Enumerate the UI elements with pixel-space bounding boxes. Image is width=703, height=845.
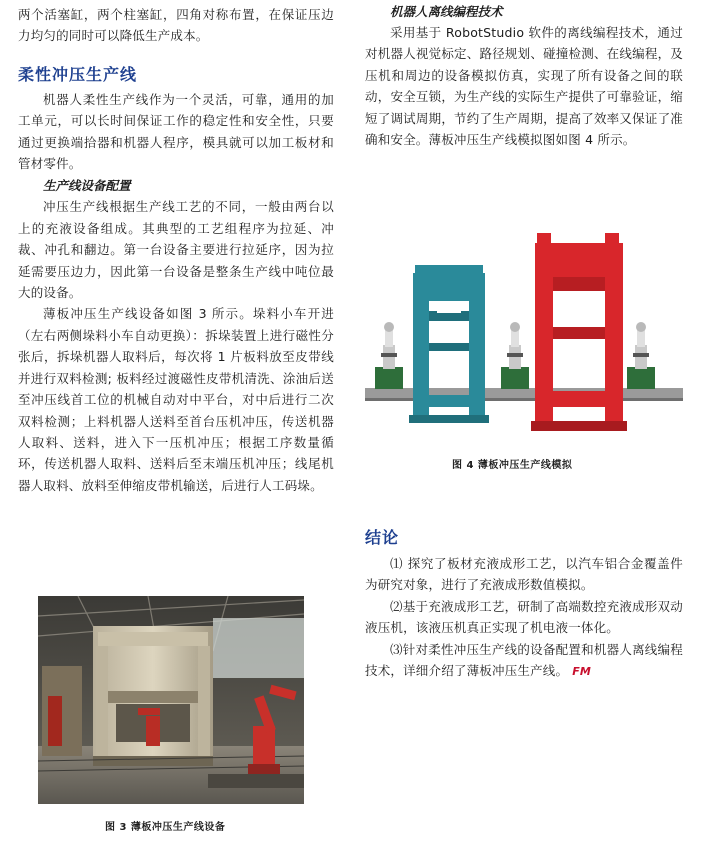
- conclusion-item-3-text: ⑶针对柔性冲压生产线的设备配置和机器人离线编程技术，详细介绍了薄板冲压生产线。: [365, 641, 683, 679]
- robot-1: [375, 322, 403, 389]
- left-column: [18, 0, 334, 496]
- press-line-simulation-illustration: [365, 225, 683, 443]
- conclusion-item-2: ⑵基于充液成形工艺，研制了高端数控充液成形双动液压机，该液压机真正实现了机电液一体化。: [365, 598, 683, 636]
- robot-3: [627, 322, 655, 389]
- equipment-paragraph-1: 冲压生产线根据生产线工艺的不同，一般由两台以上的充液设备组成。其典型的工艺组程序为拉延、冲裁、冲孔和翻边。第一台设备主要进行拉延序，因为拉延需要压边力，因此第一台设备是整条生产线中吨位最大的设备。: [18, 199, 334, 301]
- figure-4-caption: 图 4 薄板冲压生产线模拟: [452, 460, 573, 471]
- figure-3-photo: [38, 596, 304, 804]
- equipment-paragraph-2: 薄板冲压生产线设备如图 3 所示。垛料小车开进（左右两侧垛料小车自动更换）：拆垛装置上进行磁性分张后，拆垛机器人取料后，每次将 1 片板料放至皮带线并进行双料检测; 板料经过渡磁性皮带机清洗、涂油后送至冲压线首工位的机械自动对中平台，对中后进行二次双料检测；上料机器人送料至首台压机冲压，传送机器人取料、送料，进入下一压机冲压；根据工序数量循环，传送机器人取料、送料后至末端压机冲压；线尾机器人取料、放料至伸缩皮带机输送，后进行人工码垛。: [18, 306, 334, 493]
- conclusion-item-3: [365, 639, 683, 683]
- section1-paragraph: 机器人柔性生产线作为一个灵活，可靠，通用的加工单元，可以长时间保证工作的稳定性和安全性，只要通过更换端拾器和机器人程序，模具就可以加工板材和管材零件。: [18, 91, 334, 172]
- figure-3-caption: 图 3 薄板冲压生产线设备: [105, 822, 226, 833]
- section-heading-flexible-line: 柔性冲压生产线: [18, 64, 138, 84]
- right-column: [365, 0, 683, 150]
- intro-paragraph: 两个活塞缸，两个柱塞缸，四角对称布置，在保证压边力均匀的同时可以降低生产成本。: [18, 7, 334, 44]
- offline-programming-paragraph: 采用基于 RobotStudio 软件的离线编程技术，通过对机器人视觉标定、路径规划、碰撞检测、在线编程，及压机和周边的设备模拟仿真，实现了所有设备之间的联动，安全互锁，为生产线的实际生产提供了可靠验证，缩短了调试周期，节约了生产周期，提高了效率又保证了准确和安全。薄板冲压生产线模拟图如图 4 所示。: [365, 25, 683, 148]
- subheading-equipment-config: 生产线设备配置: [43, 178, 131, 194]
- robot-2: [501, 322, 529, 389]
- figure-4-simulation: [365, 225, 683, 443]
- factory-photo-illustration: [38, 596, 304, 804]
- red-press: [531, 233, 627, 431]
- conclusion-item-1: ⑴ 探究了板材充液成形工艺，以汽车铝合金覆盖件为研究对象，进行了充液成形数值模拟。: [365, 556, 683, 593]
- conclusion-heading: 结论: [365, 528, 400, 547]
- teal-press: [409, 265, 489, 423]
- fm-end-mark: FM: [572, 665, 592, 679]
- conclusion-section: [365, 527, 683, 682]
- subheading-offline-programming: 机器人离线编程技术: [390, 4, 503, 19]
